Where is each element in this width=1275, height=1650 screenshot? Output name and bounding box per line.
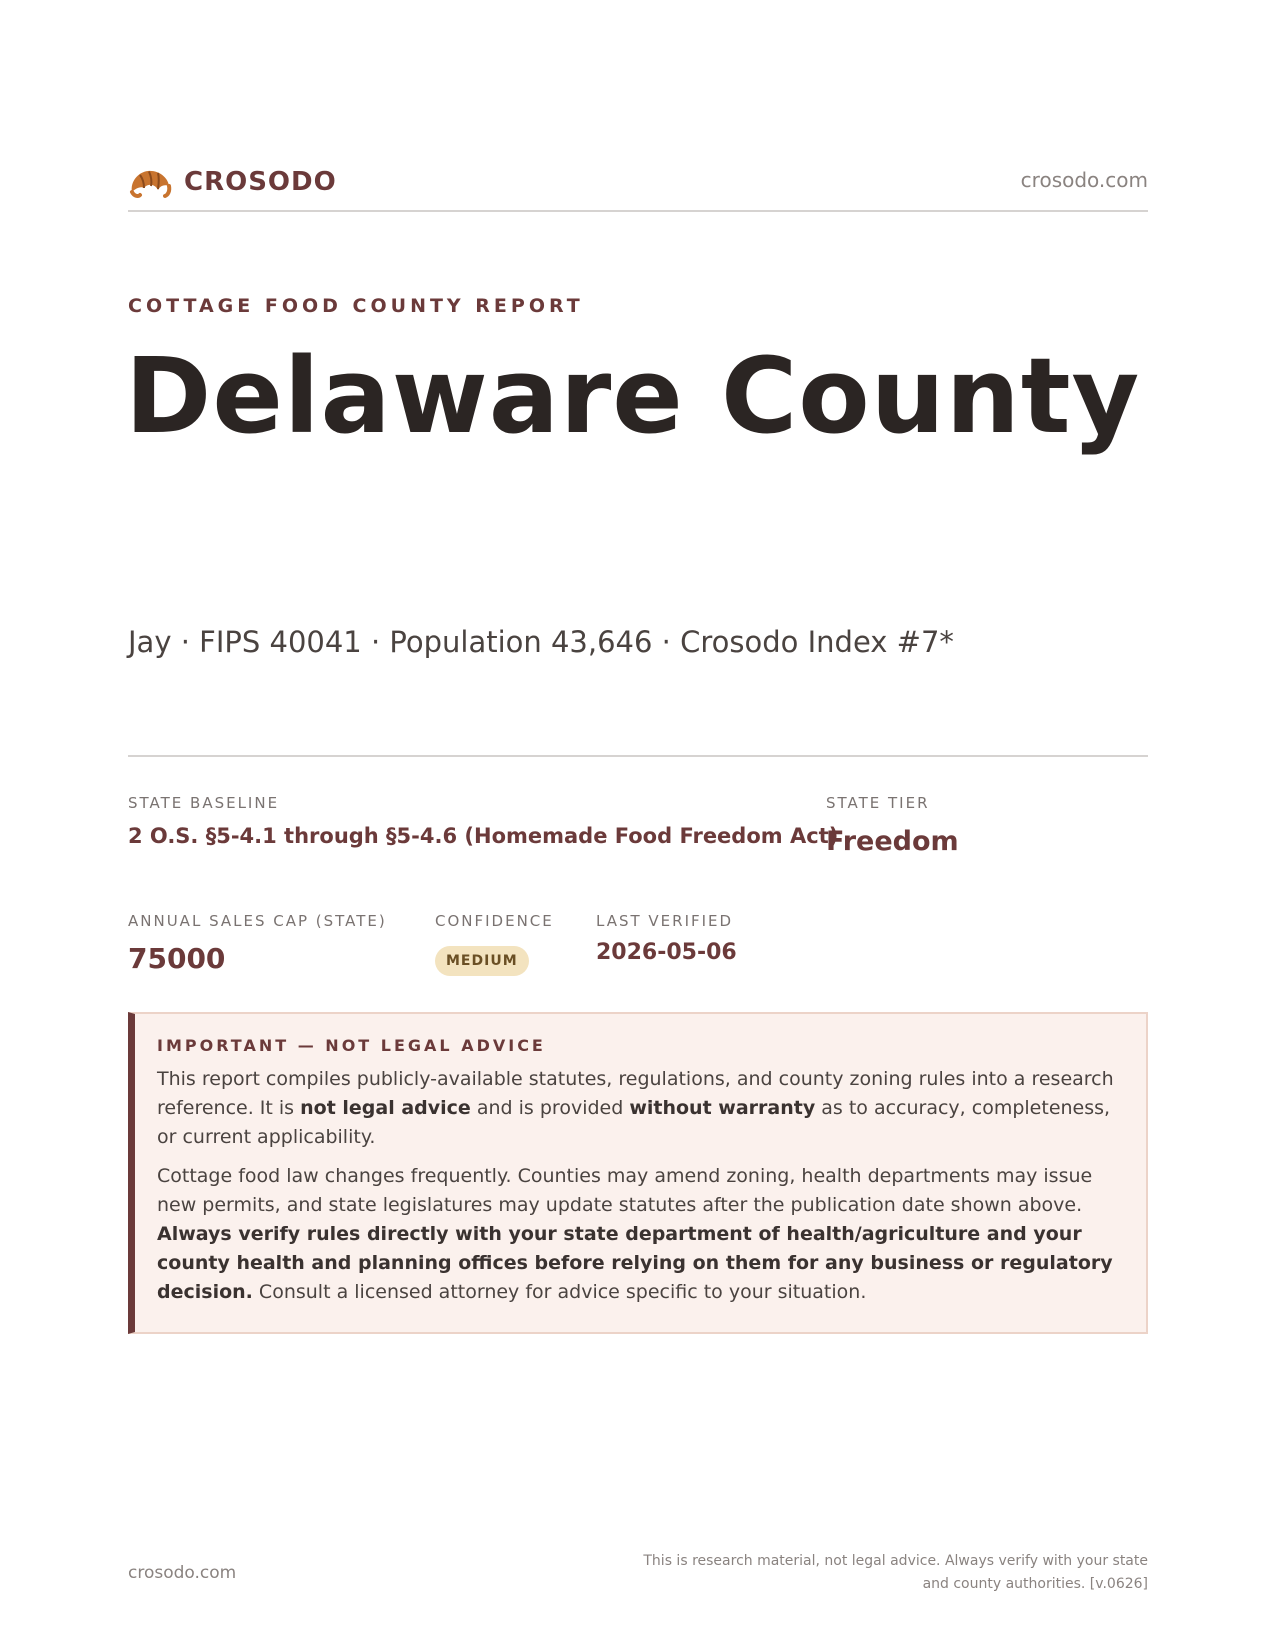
notice-emphasis: without warranty — [629, 1097, 816, 1119]
footer-url[interactable]: crosodo.com — [128, 1563, 237, 1583]
notice-title: IMPORTANT — NOT LEGAL ADVICE — [157, 1036, 546, 1055]
notice-text: Consult a licensed attorney for advice specific to your situation. — [252, 1281, 867, 1303]
report-kicker: COTTAGE FOOD COUNTY REPORT — [128, 295, 584, 317]
brand[interactable] — [128, 162, 337, 202]
notice-text: Cottage food law changes frequently. Counties may amend zoning, health departments may issue new permits, and state legislatures may update statutes after the publication date shown above. — [157, 1165, 1093, 1216]
brand-name: CROSODO — [184, 167, 337, 197]
notice-text: as to accuracy, completeness, or current applicability. — [157, 1097, 1111, 1148]
last-verified-label: LAST VERIFIED — [596, 912, 734, 930]
legal-notice — [128, 1012, 1148, 1334]
state-baseline-label: STATE BASELINE — [128, 794, 280, 812]
page-title: Delaware County — [125, 335, 1141, 457]
notice-emphasis: not legal advice — [300, 1097, 471, 1119]
state-tier-label: STATE TIER — [826, 794, 930, 812]
notice-text: and is provided — [470, 1097, 630, 1119]
state-baseline-value: 2 O.S. §5-4.1 through §5-4.6 (Homemade Food Freedom Act) — [128, 824, 839, 848]
croissant-icon — [128, 162, 172, 202]
confidence-label: CONFIDENCE — [435, 912, 554, 930]
notice-paragraph-2 — [157, 1162, 1125, 1307]
notice-text: This report compiles publicly-available statutes, regulations, and county zoning rules into a research reference. It is — [157, 1068, 1114, 1119]
sales-cap-label: ANNUAL SALES CAP (STATE) — [128, 912, 387, 930]
footer-disclaimer — [628, 1550, 1148, 1596]
page-header — [128, 158, 1148, 212]
report-page — [125, 0, 1148, 1650]
state-tier-value: Freedom — [826, 826, 959, 857]
footer-disclaimer-line-1: This is research material, not legal advice. Always verify with your state — [643, 1553, 1148, 1569]
section-divider — [128, 755, 1148, 757]
header-url[interactable]: crosodo.com — [1020, 168, 1148, 192]
county-meta: Jay · FIPS 40041 · Population 43,646 · Crosodo Index #7* — [128, 625, 954, 659]
notice-emphasis: Always verify rules directly with your state department of health/agriculture and your county health and planning offices before relying on them for any business or regulatory decision. — [157, 1223, 1113, 1303]
footer-disclaimer-line-2: and county authorities. [v.0626] — [922, 1576, 1148, 1592]
confidence-badge: MEDIUM — [435, 946, 529, 976]
sales-cap-value: 75000 — [128, 942, 226, 975]
notice-paragraph-1 — [157, 1065, 1125, 1152]
last-verified-value: 2026-05-06 — [596, 940, 737, 965]
